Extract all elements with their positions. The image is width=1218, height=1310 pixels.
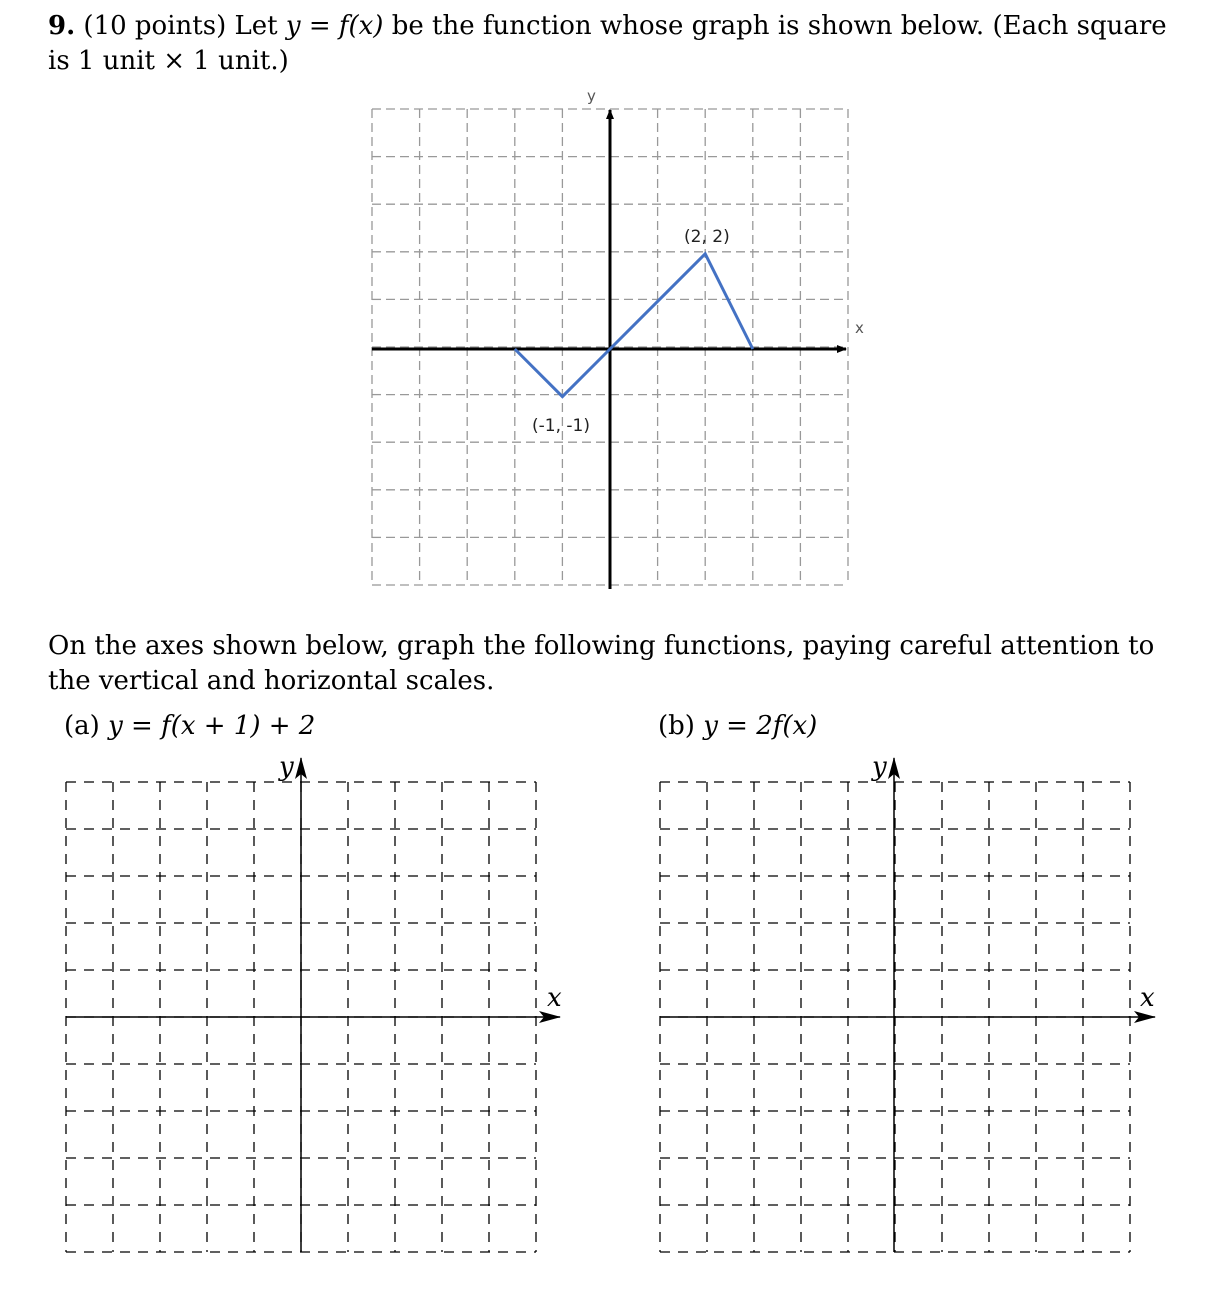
instructions: On the axes shown below, graph the following functions, paying careful attention to the vertical and horizontal scales. <box>48 631 1155 696</box>
point-label-peak: (2, 2) <box>684 227 730 247</box>
x-label-part-b: x <box>1140 983 1155 1013</box>
part-a-function: y = f(x + 1) + 2 <box>108 711 316 741</box>
problem-number: 9. <box>48 11 76 41</box>
point-label-valley: (-1, -1) <box>532 416 590 436</box>
problem-points: (10 points) <box>83 11 227 41</box>
original-x-label: x <box>855 319 864 337</box>
axes-part-b <box>660 752 1155 1252</box>
original-y-label: y <box>587 87 596 105</box>
original-graph <box>372 87 864 589</box>
problem-intro-after: be the function whose graph is shown below. (Each square is 1 unit × 1 unit.) <box>48 11 1167 76</box>
part-b-function: y = 2f(x) <box>703 711 818 741</box>
y-label-part-a: y <box>279 752 294 782</box>
problem-intro-before: Let <box>234 11 278 41</box>
function-f-line <box>515 254 753 397</box>
part-b-label: (b) <box>658 711 695 741</box>
x-label-part-a: x <box>547 983 562 1013</box>
y-label-part-b: y <box>872 752 887 782</box>
axes-part-a <box>66 752 562 1252</box>
part-a-label: (a) <box>64 711 100 741</box>
function-definition: y = f(x) <box>285 11 384 41</box>
